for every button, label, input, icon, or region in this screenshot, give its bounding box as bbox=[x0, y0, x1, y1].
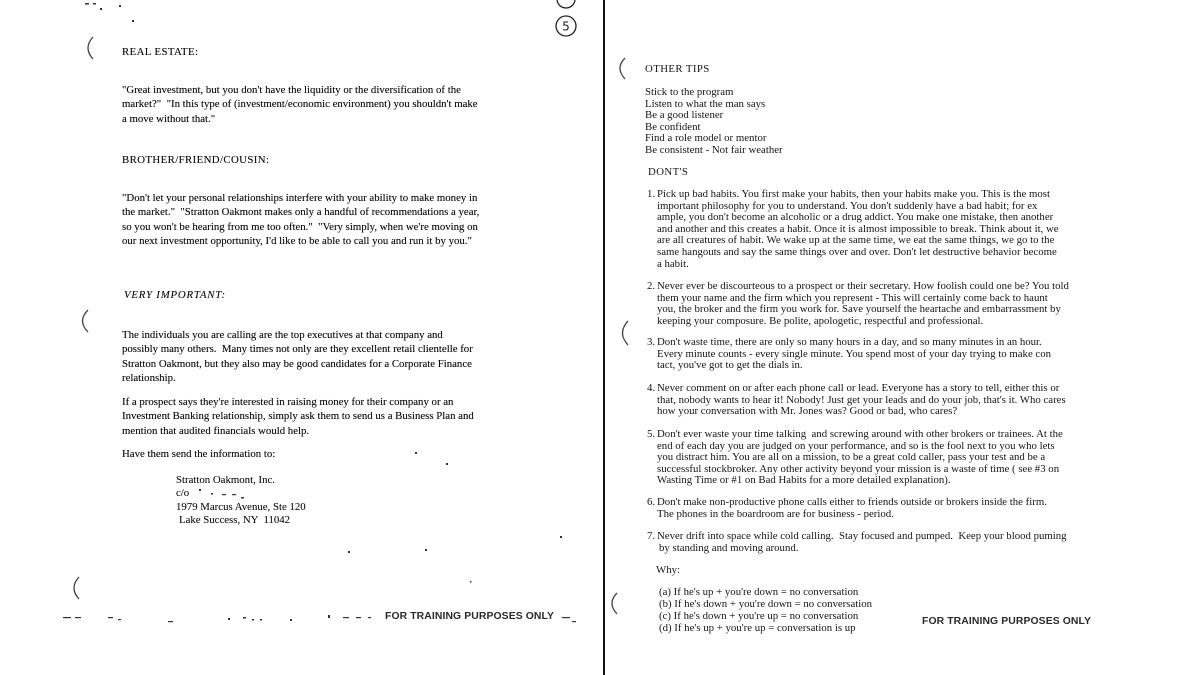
tip-item: Be consistent - Not fair weather bbox=[645, 143, 783, 156]
item-line: Every minute counts - every single minute. You spend most of your day trying to make con bbox=[657, 347, 1052, 360]
item-line: them your name and the firm which you represent - This will certainly come back to haunt bbox=[657, 291, 1048, 304]
item-line: that, nobody wants to hear it! Nobody! Just get your leads and do your job, that's it. Who cares bbox=[657, 393, 1066, 406]
why-item: (b) If he's down + you're down = no conversation bbox=[659, 597, 873, 610]
why-item: (c) If he's down + you're up = no conversation bbox=[659, 609, 859, 622]
item-number: 2. bbox=[647, 280, 656, 292]
item-line: you, the broker and the firm you work for. Save yourself the heartache and embarrassment by bbox=[657, 303, 1061, 316]
item-number: 5. bbox=[647, 428, 656, 440]
dont-item-4 bbox=[647, 382, 1066, 418]
item-line: a habit. bbox=[657, 257, 689, 270]
address-city: Lake Success, NY 11042 bbox=[179, 513, 291, 526]
item-number: 6. bbox=[647, 496, 656, 508]
other-tips-heading: OTHER TIPS bbox=[645, 63, 710, 75]
paragraph-line: market?" "In this type of (investment/economic environment) you shouldn't make bbox=[122, 98, 478, 111]
dont-item-2 bbox=[647, 280, 1069, 327]
tip-item: Listen to what the man says bbox=[645, 97, 766, 110]
dont-item-7 bbox=[647, 530, 1067, 554]
very-important-heading: VERY IMPORTANT: bbox=[124, 289, 226, 301]
paragraph-line: the market." "Stratton Oakmont makes only a handful of recommendations a year, bbox=[122, 206, 480, 219]
item-line: how your conversation with Mr. Jones was? Good or bad, who cares? bbox=[657, 405, 958, 418]
send-instruction: Have them send the information to: bbox=[122, 448, 276, 460]
item-line: Don't make non-productive phone calls either to friends outside or brokers inside the firm. bbox=[657, 496, 1047, 508]
tip-item: Be a good listener bbox=[645, 109, 724, 122]
address-street: 1979 Marcus Avenue, Ste 120 bbox=[176, 500, 306, 513]
item-line: Never comment on or after each phone call or lead. Everyone has a story to tell, either this or bbox=[657, 382, 1060, 394]
why-label: Why: bbox=[656, 564, 680, 576]
paragraph-line: "Great investment, but you don't have the liquidity or the diversification of the bbox=[122, 84, 461, 96]
paragraph-line: Investment Banking relationship, simply ask them to send us a Business Plan and bbox=[122, 410, 474, 423]
real-estate-paragraph bbox=[122, 83, 478, 126]
brother-friend-cousin-heading: BROTHER/FRIEND/COUSIN: bbox=[122, 154, 270, 166]
item-line: Don't waste time, there are only so many hours in a day, and so many minutes in an hour. bbox=[657, 336, 1042, 348]
why-item: (d) If he's up + you're up = conversation is up bbox=[659, 621, 856, 634]
dont-item-6 bbox=[647, 496, 1047, 520]
item-number: 7. bbox=[647, 530, 656, 542]
mailing-address bbox=[176, 474, 306, 527]
brother-friend-cousin-paragraph bbox=[122, 191, 479, 248]
right-page bbox=[606, 0, 1200, 675]
executives-paragraph bbox=[122, 328, 473, 385]
item-line: Wasting Time or #1 on Bad Habits for a more detailed explanation). bbox=[657, 474, 951, 487]
address-company: Stratton Oakmont, Inc. bbox=[176, 474, 275, 486]
item-line: Never ever be discourteous to a prospect or their secretary. How foolish could one be? You told bbox=[657, 280, 1069, 292]
paragraph-line: If a prospect says they're interested in raising money for their company or an bbox=[122, 396, 454, 408]
item-line: you distract him. You are all on a mission, to be a great cold caller, pass your test and be a bbox=[657, 451, 1046, 464]
page-divider bbox=[603, 0, 605, 675]
dont-item-3 bbox=[647, 336, 1052, 372]
dont-item-5 bbox=[647, 428, 1063, 487]
item-line: keeping your composure. Be polite, apologetic, respectful and professional. bbox=[657, 314, 984, 327]
item-line: and another and this creates a habit. Once it is almost impossible to break. Think about it, we bbox=[657, 222, 1059, 235]
page-number: 5 bbox=[562, 19, 570, 34]
footer-notice: FOR TRAINING PURPOSES ONLY bbox=[385, 611, 555, 622]
paragraph-line: relationship. bbox=[122, 371, 176, 384]
item-line: Don't ever waste your time talking and screwing around with other brokers or trainees. At the bbox=[657, 428, 1063, 440]
paragraph-line: a move without that." bbox=[122, 112, 216, 125]
paragraph-line: possibly many others. Many times not only are they excellent retail clientelle for bbox=[122, 343, 473, 356]
why-item: (a) If he's up + you're down = no conversation bbox=[659, 586, 859, 598]
tip-item: Be confident bbox=[645, 120, 701, 133]
paragraph-line: our next investment opportunity, I'd like to be able to call you and run it by you." bbox=[122, 234, 472, 247]
dont-item-1 bbox=[647, 188, 1059, 270]
item-line: are all creatures of habit. We wake up at the same time, we eat the same things, we go to the bbox=[657, 234, 1055, 247]
donts-heading: DONT'S bbox=[648, 166, 689, 178]
item-number: 4. bbox=[647, 382, 656, 394]
item-line: Never drift into space while cold calling. Stay focused and pumped. Keep your blood puming bbox=[657, 530, 1067, 542]
paragraph-line: Stratton Oakmont, but they also may be good candidates for a Corporate Finance bbox=[122, 357, 472, 370]
item-line: Pick up bad habits. You first make your habits, then your habits make you. This is the most bbox=[657, 188, 1050, 200]
item-line: ample, you don't become an alcoholic or a drug addict. You make one mistake, then another bbox=[657, 211, 1054, 224]
other-tips-list bbox=[645, 87, 783, 157]
address-care-of: c/o bbox=[176, 487, 190, 500]
item-line: The phones in the boardroom are for business - period. bbox=[657, 507, 894, 520]
real-estate-heading: REAL ESTATE: bbox=[122, 46, 199, 58]
business-plan-paragraph bbox=[122, 395, 474, 438]
item-line: important philosophy for you to understand. You don't suddenly have a bad habit; for ex bbox=[657, 199, 1038, 212]
tip-item: Find a role model or mentor bbox=[645, 132, 767, 145]
item-line: end of each day you are judged on your performance, and so is the fool next to you who lets bbox=[657, 439, 1055, 452]
tip-item: Stick to the program bbox=[645, 86, 734, 98]
item-line: same hangouts and say the same things over and over. Don't let destructive behavior become bbox=[657, 245, 1057, 258]
paragraph-line: mention that audited financials would help. bbox=[122, 424, 310, 437]
paragraph-line: The individuals you are calling are the top executives at that company and bbox=[122, 329, 443, 341]
item-number: 1. bbox=[647, 188, 656, 200]
item-line: tact, you've got to get the dials in. bbox=[657, 359, 803, 372]
why-list bbox=[659, 587, 872, 635]
item-line: by standing and moving around. bbox=[659, 541, 799, 554]
item-number: 3. bbox=[647, 336, 656, 348]
item-line: successful stockbroker. Any other activity beyond your mission is a waste of time ( see #3 on bbox=[657, 462, 1060, 475]
paragraph-line: so you won't be hearing from me too often." "Very simply, when we're moving on bbox=[122, 220, 478, 233]
footer-notice: FOR TRAINING PURPOSES ONLY bbox=[922, 616, 1092, 627]
paragraph-line: "Don't let your personal relationships interfere with your ability to make money in bbox=[122, 192, 478, 204]
